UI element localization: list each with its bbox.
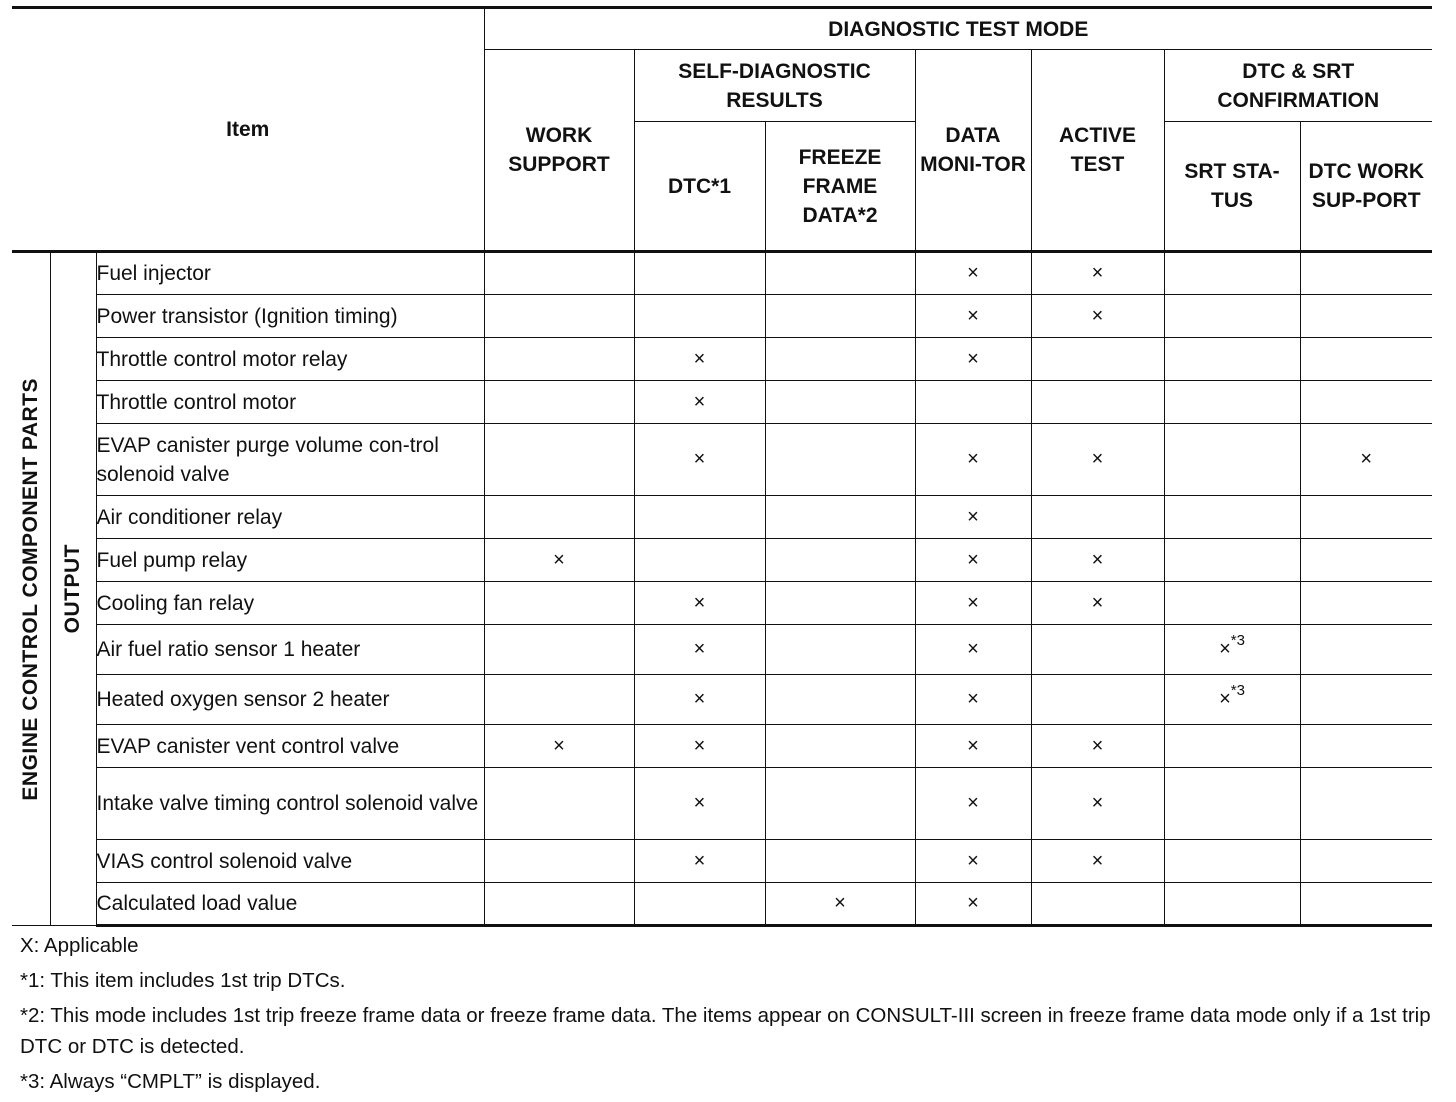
mark-cell [634,725,765,768]
item-name: Cooling fan relay [96,582,484,625]
mark-cell [915,625,1031,675]
mark-cell [1300,725,1432,768]
table-row [12,675,1432,725]
mark-cell [1300,840,1432,883]
mark-cell [1164,424,1300,496]
mark-cell [1300,539,1432,582]
mark-cell [1031,539,1164,582]
applicable-mark: × [693,849,706,872]
mark-cell [1031,675,1164,725]
table-row [12,840,1432,883]
mark-cell [1300,625,1432,675]
mark-cell [1031,768,1164,840]
applicable-mark: × [1219,688,1231,710]
table-row [12,625,1432,675]
mark-cell [634,625,765,675]
mark-cell [484,840,634,883]
table-row [12,582,1432,625]
footnote-ref: *3 [1230,632,1245,649]
mark-cell [915,496,1031,539]
item-name: Fuel injector [96,252,484,295]
mark-cell [765,625,915,675]
mark-cell [765,840,915,883]
item-name: Heated oxygen sensor 2 heater [96,675,484,725]
mark-cell [1164,252,1300,295]
mark-cell [765,725,915,768]
mark-cell [1300,768,1432,840]
table-row [12,768,1432,840]
self-diagnostic-results-header: SELF-DIAGNOSTIC RESULTS [634,50,915,122]
mark-cell [634,883,765,926]
mark-cell [765,582,915,625]
mark-cell [1031,338,1164,381]
mark-cell [634,539,765,582]
mark-cell [1300,883,1432,926]
applicable-mark: × [693,734,706,757]
item-name: Air conditioner relay [96,496,484,539]
mark-cell [1164,840,1300,883]
mark-cell [915,381,1031,424]
mark-cell [765,252,915,295]
mark-cell [484,381,634,424]
applicable-mark: × [967,734,979,757]
mark-cell [915,539,1031,582]
dtc-work-support-header: DTC WORK SUP-PORT [1300,122,1432,252]
item-name: Throttle control motor [96,381,484,424]
applicable-mark: × [1091,262,1104,284]
mark-cell [484,338,634,381]
mark-cell [1164,768,1300,840]
item-name: EVAP canister vent control valve [96,725,484,768]
sub-label-cell [50,252,96,926]
mark-cell [484,252,634,295]
applicable-mark: × [967,792,979,814]
mark-cell [915,675,1031,725]
mark-cell [1164,295,1300,338]
applicable-mark: × [1091,548,1104,571]
applicable-mark: × [967,892,979,914]
mark-cell [1164,338,1300,381]
mark-cell [1164,883,1300,926]
mark-cell [1031,725,1164,768]
mark-cell [634,582,765,625]
mark-cell [634,295,765,338]
applicable-mark: × [967,548,979,571]
mark-cell [765,338,915,381]
mark-cell [1031,252,1164,295]
table-row [12,338,1432,381]
mark-cell [484,424,634,496]
applicable-mark: × [693,390,706,413]
item-name: EVAP canister purge volume con-trol solenoid valve [96,424,484,496]
item-name: Calculated load value [96,883,484,926]
applicable-mark: × [553,734,565,757]
mark-cell [765,381,915,424]
mark-cell [1031,840,1164,883]
mark-cell [1164,539,1300,582]
mark-cell [1300,582,1432,625]
mark-cell [484,625,634,675]
applicable-mark: × [693,638,706,660]
applicable-mark: × [693,347,706,370]
srt-status-header: SRT STA-TUS [1164,122,1300,252]
table-row [12,539,1432,582]
mark-cell [1031,625,1164,675]
mark-cell [915,424,1031,496]
applicable-mark: × [693,688,706,710]
footnote: *2: This mode includes 1st trip freeze frame data or freeze frame data. The items appear on CONSULT-III screen in freeze frame data mode only if a 1st trip DTC or DTC is detected. [20,1004,1431,1058]
mark-cell [915,840,1031,883]
mark-cell [634,675,765,725]
group-label: ENGINE CONTROL COMPONENT PARTS [18,377,42,801]
table-row [12,381,1432,424]
table-row [12,725,1432,768]
mark-cell [915,295,1031,338]
mark-cell [1031,381,1164,424]
mark-cell [1031,496,1164,539]
mark-cell [1164,496,1300,539]
mark-cell [634,381,765,424]
footnote-ref: *3 [1230,682,1245,699]
applicable-mark: × [967,638,979,660]
item-name: Intake valve timing control solenoid valve [96,768,484,840]
mark-cell [915,768,1031,840]
mark-cell [1164,675,1300,725]
group-label-cell [12,252,50,926]
mark-cell [634,496,765,539]
mark-cell [484,725,634,768]
table-row [12,295,1432,338]
mark-cell [1031,295,1164,338]
applicable-mark: × [967,347,979,370]
applicable-mark: × [1219,638,1231,660]
mark-cell [1300,381,1432,424]
applicable-mark: × [967,304,979,327]
mark-cell [765,496,915,539]
mark-cell [1031,424,1164,496]
applicable-mark: × [693,448,706,470]
footnotes [20,930,1432,1101]
mark-cell [915,338,1031,381]
mark-cell [634,424,765,496]
mark-cell [915,582,1031,625]
sub-label: OUTPUT [61,544,84,634]
applicable-mark: × [1091,734,1104,757]
mark-cell [765,883,915,926]
mark-cell [915,252,1031,295]
applicable-mark: × [693,792,706,814]
mark-cell [1300,424,1432,496]
applicable-mark: × [693,591,706,614]
mark-cell [765,539,915,582]
mark-cell [1164,625,1300,675]
diagnostic-mode-table [12,6,1432,927]
applicable-mark: × [1091,792,1104,814]
mark-cell [634,252,765,295]
applicable-mark: × [1091,591,1104,614]
table-row [12,883,1432,926]
footnote: X: Applicable [20,934,139,957]
mark-cell [765,768,915,840]
mark-cell [1300,675,1432,725]
table-body [12,252,1432,926]
item-name: Fuel pump relay [96,539,484,582]
dtc-header: DTC*1 [634,122,765,252]
data-monitor-header: DATA MONI-TOR [915,50,1031,252]
applicable-mark: × [1360,448,1373,470]
applicable-mark: × [1091,448,1104,470]
mark-cell [1164,381,1300,424]
applicable-mark: × [967,448,979,470]
table-row [12,424,1432,496]
mark-cell [1300,338,1432,381]
item-name: Power transistor (Ignition timing) [96,295,484,338]
item-column-header: Item [12,8,484,252]
mark-cell [634,768,765,840]
applicable-mark: × [553,548,565,571]
freeze-frame-data-header: FREEZE FRAME DATA*2 [765,122,915,252]
diagnostic-test-mode-header: DIAGNOSTIC TEST MODE [484,8,1432,50]
mark-cell [484,675,634,725]
mark-cell [484,768,634,840]
table-row [12,252,1432,295]
work-support-header: WORK SUPPORT [484,50,634,252]
mark-cell [484,582,634,625]
mark-cell [1300,295,1432,338]
active-test-header: ACTIVE TEST [1031,50,1164,252]
footnote: *3: Always “CMPLT” is displayed. [20,1070,321,1093]
applicable-mark: × [1091,849,1104,872]
mark-cell [484,295,634,338]
item-name: VIAS control solenoid valve [96,840,484,883]
mark-cell [765,424,915,496]
applicable-mark: × [834,892,846,914]
item-name: Air fuel ratio sensor 1 heater [96,625,484,675]
mark-cell [915,725,1031,768]
footnote: *1: This item includes 1st trip DTCs. [20,969,346,992]
dtc-srt-confirmation-header: DTC & SRT CONFIRMATION [1164,50,1432,122]
mark-cell [1031,582,1164,625]
applicable-mark: × [1091,304,1104,327]
mark-cell [1300,252,1432,295]
mark-cell [1164,725,1300,768]
mark-cell [765,295,915,338]
mark-cell [915,883,1031,926]
applicable-mark: × [967,262,979,284]
applicable-mark: × [967,688,979,710]
mark-cell [765,675,915,725]
applicable-mark: × [967,505,979,528]
mark-cell [484,539,634,582]
applicable-mark: × [967,849,979,872]
mark-cell [1031,883,1164,926]
mark-cell [1164,582,1300,625]
mark-cell [634,840,765,883]
mark-cell [484,883,634,926]
item-name: Throttle control motor relay [96,338,484,381]
mark-cell [484,496,634,539]
mark-cell [634,338,765,381]
table-row [12,496,1432,539]
mark-cell [1300,496,1432,539]
applicable-mark: × [967,591,979,614]
